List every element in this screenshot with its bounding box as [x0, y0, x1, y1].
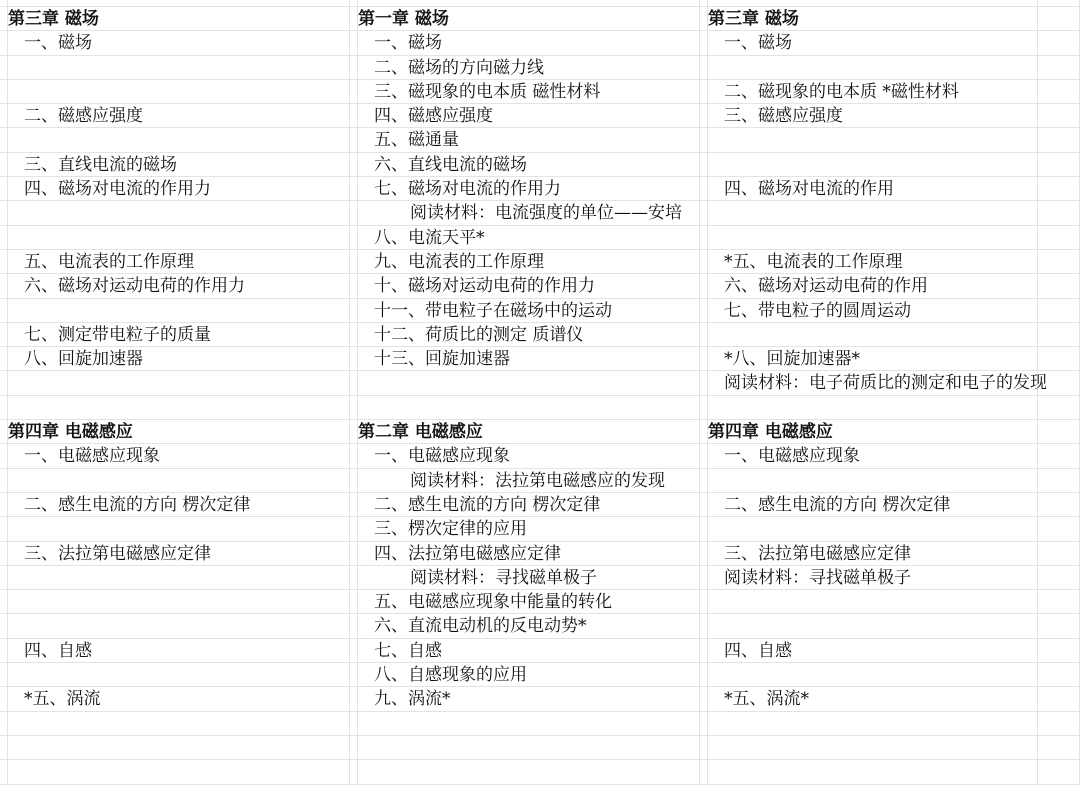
spacer-cell[interactable] — [700, 760, 708, 784]
sheet-cell[interactable] — [8, 444, 350, 468]
section-item: *八、回旋加速器* — [724, 349, 860, 370]
spacer-cell[interactable] — [350, 104, 358, 128]
chapter-title: 第三章 磁场 — [8, 9, 99, 29]
sheet-cell[interactable] — [358, 299, 700, 323]
sheet-cell[interactable] — [8, 201, 350, 225]
spacer-cell[interactable] — [350, 614, 358, 638]
spacer-cell[interactable] — [1038, 566, 1080, 590]
header-strip-cell — [0, 0, 8, 7]
spacer-cell[interactable] — [350, 760, 358, 784]
sheet-cell[interactable] — [358, 542, 700, 566]
spacer-cell[interactable] — [1038, 542, 1080, 566]
section-item: 十一、带电粒子在磁场中的运动 — [374, 300, 612, 321]
sheet-cell[interactable] — [708, 736, 1038, 760]
spacer-cell[interactable] — [1038, 712, 1080, 736]
sheet-cell[interactable] — [358, 250, 700, 274]
sheet-cell[interactable] — [8, 493, 350, 517]
spacer-cell[interactable] — [1038, 80, 1080, 104]
sheet-cell[interactable] — [358, 736, 700, 760]
section-item: 四、法拉第电磁感应定律 — [374, 543, 561, 564]
section-item: 一、磁场 — [374, 33, 442, 54]
spacer-cell[interactable] — [1038, 687, 1080, 711]
sheet-cell[interactable] — [358, 420, 700, 444]
sheet-cell[interactable] — [358, 323, 700, 347]
section-item: 十、磁场对运动电荷的作用力 — [374, 276, 595, 297]
spacer-cell[interactable] — [350, 56, 358, 80]
sheet-cell[interactable] — [8, 371, 350, 395]
spacer-cell[interactable] — [1038, 420, 1080, 444]
sheet-cell[interactable] — [708, 687, 1038, 711]
spacer-cell[interactable] — [700, 444, 708, 468]
spacer-cell[interactable] — [0, 104, 8, 128]
spacer-cell[interactable] — [350, 31, 358, 55]
spacer-cell[interactable] — [0, 517, 8, 541]
spacer-cell[interactable] — [1038, 590, 1080, 614]
spacer-cell[interactable] — [700, 542, 708, 566]
spacer-cell[interactable] — [0, 420, 8, 444]
section-item: 阅读材料：法拉第电磁感应的发现 — [410, 470, 665, 491]
spacer-cell[interactable] — [700, 323, 708, 347]
spacer-cell[interactable] — [0, 7, 8, 31]
spacer-cell[interactable] — [350, 153, 358, 177]
spacer-cell[interactable] — [700, 687, 708, 711]
sheet-cell[interactable] — [358, 153, 700, 177]
section-item: 四、磁场对电流的作用 — [724, 179, 894, 200]
section-item: 六、直线电流的磁场 — [374, 154, 527, 175]
spacer-cell[interactable] — [350, 371, 358, 395]
spacer-cell[interactable] — [350, 274, 358, 298]
spacer-cell[interactable] — [350, 177, 358, 201]
section-item: 三、法拉第电磁感应定律 — [724, 543, 911, 564]
spacer-cell[interactable] — [700, 663, 708, 687]
header-strip-cell — [700, 0, 708, 7]
sheet-cell[interactable] — [708, 517, 1038, 541]
sheet-cell[interactable] — [358, 56, 700, 80]
spacer-cell[interactable] — [1038, 104, 1080, 128]
section-item: 二、磁现象的电本质 *磁性材料 — [724, 81, 959, 102]
section-item: 四、磁感应强度 — [374, 106, 493, 127]
spacer-cell[interactable] — [0, 80, 8, 104]
section-item: 二、磁场的方向磁力线 — [374, 57, 544, 78]
sheet-cell[interactable] — [708, 250, 1038, 274]
spacer-cell[interactable] — [350, 493, 358, 517]
sheet-cell[interactable] — [358, 80, 700, 104]
section-item: 八、自感现象的应用 — [374, 665, 527, 686]
sheet-cell[interactable] — [358, 104, 700, 128]
section-item: *五、电流表的工作原理 — [724, 251, 903, 272]
section-item: 五、电磁感应现象中能量的转化 — [374, 592, 612, 613]
spacer-cell[interactable] — [700, 639, 708, 663]
spacer-cell[interactable] — [700, 250, 708, 274]
sheet-cell[interactable] — [8, 177, 350, 201]
sheet-cell[interactable] — [8, 396, 350, 420]
sheet-cell[interactable] — [358, 760, 700, 784]
spacer-cell[interactable] — [1038, 396, 1080, 420]
sheet-cell[interactable] — [708, 639, 1038, 663]
section-item: 四、自感 — [24, 640, 92, 661]
section-item: 一、电磁感应现象 — [24, 446, 160, 467]
section-item: 八、电流天平* — [374, 227, 485, 248]
spacer-cell[interactable] — [700, 201, 708, 225]
spacer-cell[interactable] — [1038, 153, 1080, 177]
sheet-cell[interactable] — [708, 712, 1038, 736]
section-item: 四、自感 — [724, 640, 792, 661]
chapter-title: 第三章 磁场 — [708, 9, 799, 29]
spacer-cell[interactable] — [1038, 663, 1080, 687]
section-item: 九、涡流* — [374, 689, 451, 710]
sheet-cell[interactable] — [8, 663, 350, 687]
spacer-cell[interactable] — [0, 226, 8, 250]
section-item: 五、磁通量 — [374, 130, 459, 151]
sheet-cell[interactable] — [358, 566, 700, 590]
sheet-cell[interactable] — [708, 614, 1038, 638]
sheet-cell[interactable] — [708, 469, 1038, 493]
spacer-cell[interactable] — [700, 226, 708, 250]
spacer-cell[interactable] — [700, 347, 708, 371]
spacer-cell[interactable] — [350, 420, 358, 444]
sheet-cell[interactable] — [358, 371, 700, 395]
sheet-cell[interactable] — [358, 590, 700, 614]
spacer-cell[interactable] — [350, 469, 358, 493]
spacer-cell[interactable] — [0, 56, 8, 80]
spacer-cell[interactable] — [350, 687, 358, 711]
spacer-cell[interactable] — [0, 299, 8, 323]
section-item: 三、磁感应强度 — [724, 106, 843, 127]
spacer-cell[interactable] — [0, 469, 8, 493]
spacer-cell[interactable] — [700, 56, 708, 80]
header-strip-cell — [350, 0, 358, 7]
sheet-cell[interactable] — [8, 517, 350, 541]
spacer-cell[interactable] — [350, 590, 358, 614]
section-item: 阅读材料：寻找磁单极子 — [724, 567, 911, 588]
sheet-cell[interactable] — [358, 274, 700, 298]
spacer-cell[interactable] — [0, 444, 8, 468]
sheet-cell[interactable] — [8, 736, 350, 760]
spacer-cell[interactable] — [700, 493, 708, 517]
spacer-cell[interactable] — [700, 712, 708, 736]
spacer-cell[interactable] — [700, 396, 708, 420]
section-item: 六、磁场对运动电荷的作用 — [724, 276, 928, 297]
spacer-cell[interactable] — [0, 274, 8, 298]
spacer-cell[interactable] — [0, 542, 8, 566]
spacer-cell[interactable] — [700, 7, 708, 31]
section-item: 一、电磁感应现象 — [374, 446, 510, 467]
spacer-cell[interactable] — [350, 80, 358, 104]
spacer-cell[interactable] — [1038, 493, 1080, 517]
section-item: 阅读材料：电流强度的单位——安培 — [410, 203, 682, 224]
spacer-cell[interactable] — [0, 250, 8, 274]
spacer-cell[interactable] — [1038, 226, 1080, 250]
sheet-cell[interactable] — [358, 128, 700, 152]
spacer-cell[interactable] — [0, 493, 8, 517]
sheet-cell[interactable] — [708, 153, 1038, 177]
spacer-cell[interactable] — [0, 347, 8, 371]
spacer-cell[interactable] — [0, 760, 8, 784]
spacer-cell[interactable] — [1038, 444, 1080, 468]
chapter-title: 第二章 电磁感应 — [358, 422, 483, 443]
sheet-cell[interactable] — [358, 177, 700, 201]
spacer-cell[interactable] — [1038, 517, 1080, 541]
spacer-cell[interactable] — [0, 566, 8, 590]
sheet-cell[interactable] — [708, 226, 1038, 250]
spacer-cell[interactable] — [0, 639, 8, 663]
sheet-cell[interactable] — [8, 299, 350, 323]
spacer-cell[interactable] — [350, 712, 358, 736]
spacer-cell[interactable] — [350, 736, 358, 760]
spacer-cell[interactable] — [1038, 31, 1080, 55]
sheet-cell[interactable] — [708, 128, 1038, 152]
spacer-cell[interactable] — [0, 177, 8, 201]
spacer-cell[interactable] — [700, 31, 708, 55]
sheet-cell[interactable] — [358, 469, 700, 493]
sheet-cell[interactable] — [708, 542, 1038, 566]
spacer-cell[interactable] — [700, 274, 708, 298]
sheet-cell[interactable] — [8, 153, 350, 177]
spacer-cell[interactable] — [0, 396, 8, 420]
sheet-cell[interactable] — [358, 614, 700, 638]
spacer-cell[interactable] — [350, 201, 358, 225]
section-item: 三、楞次定律的应用 — [374, 519, 527, 540]
sheet-cell[interactable] — [358, 639, 700, 663]
sheet-cell[interactable] — [708, 760, 1038, 784]
spacer-cell[interactable] — [350, 566, 358, 590]
spacer-cell[interactable] — [700, 590, 708, 614]
sheet-cell[interactable] — [358, 444, 700, 468]
sheet-cell[interactable] — [8, 347, 350, 371]
sheet-cell[interactable] — [358, 7, 700, 31]
section-item: *五、涡流* — [724, 689, 809, 710]
spacer-cell[interactable] — [350, 323, 358, 347]
sheet-cell[interactable] — [708, 201, 1038, 225]
sheet-cell[interactable] — [708, 566, 1038, 590]
spacer-cell[interactable] — [350, 7, 358, 31]
sheet-cell[interactable] — [708, 420, 1038, 444]
spacer-cell[interactable] — [1038, 614, 1080, 638]
spacer-cell[interactable] — [0, 371, 8, 395]
spacer-cell[interactable] — [700, 420, 708, 444]
section-item: 二、磁感应强度 — [24, 106, 143, 127]
sheet-cell[interactable] — [8, 31, 350, 55]
sheet-cell[interactable] — [8, 687, 350, 711]
section-item: 五、电流表的工作原理 — [24, 251, 194, 272]
section-item: 一、磁场 — [24, 33, 92, 54]
spacer-cell[interactable] — [1038, 299, 1080, 323]
spacer-cell[interactable] — [700, 614, 708, 638]
sheet-cell[interactable] — [358, 712, 700, 736]
section-item: 三、磁现象的电本质 磁性材料 — [374, 81, 601, 102]
spacer-cell[interactable] — [1038, 347, 1080, 371]
sheet-cell[interactable] — [708, 80, 1038, 104]
section-item: 六、直流电动机的反电动势* — [374, 616, 587, 637]
sheet-cell[interactable] — [8, 639, 350, 663]
spacer-cell[interactable] — [0, 128, 8, 152]
spacer-cell[interactable] — [350, 542, 358, 566]
header-strip-cell — [708, 0, 1038, 7]
spacer-cell[interactable] — [700, 371, 708, 395]
sheet-cell[interactable] — [8, 274, 350, 298]
sheet-cell[interactable] — [358, 347, 700, 371]
chapter-title: 第四章 电磁感应 — [708, 422, 833, 443]
section-item: 七、自感 — [374, 640, 442, 661]
spacer-cell[interactable] — [350, 639, 358, 663]
spacer-cell[interactable] — [1038, 639, 1080, 663]
spacer-cell[interactable] — [1038, 323, 1080, 347]
spacer-cell[interactable] — [0, 590, 8, 614]
section-item: 七、测定带电粒子的质量 — [24, 324, 211, 345]
sheet-cell[interactable] — [708, 104, 1038, 128]
section-item: 二、感生电流的方向 楞次定律 — [24, 494, 251, 515]
sheet-cell[interactable] — [358, 201, 700, 225]
sheet-cell[interactable] — [708, 590, 1038, 614]
section-item: 八、回旋加速器 — [24, 349, 143, 370]
section-item: 十二、荷质比的测定 质谱仪 — [374, 324, 584, 345]
sheet-cell[interactable] — [8, 80, 350, 104]
spacer-cell[interactable] — [0, 687, 8, 711]
sheet-cell[interactable] — [358, 687, 700, 711]
sheet-cell[interactable] — [358, 31, 700, 55]
header-strip-cell — [1038, 0, 1080, 7]
chapter-title: 第四章 电磁感应 — [8, 422, 133, 443]
sheet-cell[interactable] — [8, 56, 350, 80]
sheet-cell[interactable] — [8, 420, 350, 444]
spacer-cell[interactable] — [700, 128, 708, 152]
sheet-cell[interactable] — [708, 323, 1038, 347]
spacer-cell[interactable] — [350, 396, 358, 420]
sheet-cell[interactable] — [708, 274, 1038, 298]
section-item: 四、磁场对电流的作用力 — [24, 179, 211, 200]
section-item: 七、磁场对电流的作用力 — [374, 179, 561, 200]
section-item: 二、感生电流的方向 楞次定律 — [374, 494, 601, 515]
spacer-cell[interactable] — [350, 663, 358, 687]
spacer-cell[interactable] — [350, 226, 358, 250]
section-item: 七、带电粒子的圆周运动 — [724, 300, 911, 321]
sheet-cell[interactable] — [8, 323, 350, 347]
sheet-cell[interactable] — [358, 396, 700, 420]
spacer-cell[interactable] — [1038, 177, 1080, 201]
spacer-cell[interactable] — [350, 444, 358, 468]
spacer-cell[interactable] — [0, 736, 8, 760]
section-item: 三、直线电流的磁场 — [24, 154, 177, 175]
section-item: *五、涡流 — [24, 689, 101, 710]
section-item: 二、感生电流的方向 楞次定律 — [724, 494, 951, 515]
sheet-cell[interactable] — [8, 226, 350, 250]
sheet-cell[interactable] — [708, 299, 1038, 323]
spacer-cell[interactable] — [350, 128, 358, 152]
spacer-cell[interactable] — [700, 736, 708, 760]
chapter-title: 第一章 磁场 — [358, 9, 449, 29]
spacer-cell[interactable] — [0, 614, 8, 638]
sheet-cell[interactable] — [358, 226, 700, 250]
spacer-cell[interactable] — [0, 201, 8, 225]
sheet-cell[interactable] — [708, 347, 1038, 371]
sheet-cell[interactable] — [708, 444, 1038, 468]
sheet-cell[interactable] — [708, 371, 1047, 395]
spacer-cell[interactable] — [1038, 7, 1080, 31]
spacer-cell[interactable] — [700, 299, 708, 323]
sheet-cell[interactable] — [8, 7, 350, 31]
sheet-cell[interactable] — [358, 517, 700, 541]
section-item: 阅读材料：寻找磁单极子 — [410, 567, 597, 588]
spacer-cell[interactable] — [1038, 469, 1080, 493]
section-item: 三、法拉第电磁感应定律 — [24, 543, 211, 564]
spacer-cell[interactable] — [700, 104, 708, 128]
spacer-cell[interactable] — [350, 347, 358, 371]
section-item: 十三、回旋加速器 — [374, 349, 510, 370]
spacer-cell[interactable] — [1038, 250, 1080, 274]
section-item: 六、磁场对运动电荷的作用力 — [24, 276, 245, 297]
spacer-cell[interactable] — [1038, 274, 1080, 298]
sheet-cell[interactable] — [358, 493, 700, 517]
header-strip-cell — [358, 0, 700, 7]
sheet-cell[interactable] — [8, 614, 350, 638]
spacer-cell[interactable] — [350, 299, 358, 323]
sheet-cell[interactable] — [8, 104, 350, 128]
spacer-cell[interactable] — [700, 517, 708, 541]
sheet-cell[interactable] — [8, 128, 350, 152]
spacer-cell[interactable] — [0, 153, 8, 177]
sheet-cell[interactable] — [8, 250, 350, 274]
spacer-cell[interactable] — [1038, 760, 1080, 784]
sheet-cell[interactable] — [708, 31, 1038, 55]
sheet-cell[interactable] — [708, 663, 1038, 687]
spacer-cell[interactable] — [0, 31, 8, 55]
spacer-cell[interactable] — [350, 517, 358, 541]
sheet-cell[interactable] — [8, 760, 350, 784]
header-strip-cell — [8, 0, 350, 7]
sheet-cell[interactable] — [708, 396, 1038, 420]
section-item: 九、电流表的工作原理 — [374, 251, 544, 272]
spacer-cell[interactable] — [1038, 56, 1080, 80]
sheet-cell[interactable] — [708, 7, 1038, 31]
sheet-cell[interactable] — [708, 177, 1038, 201]
spacer-cell[interactable] — [1038, 201, 1080, 225]
sheet-cell[interactable] — [708, 493, 1038, 517]
section-item: 阅读材料：电子荷质比的测定和电子的发现 — [724, 373, 1047, 394]
spacer-cell[interactable] — [700, 177, 708, 201]
sheet-cell[interactable] — [8, 566, 350, 590]
sheet-cell[interactable] — [8, 590, 350, 614]
spacer-cell[interactable] — [0, 712, 8, 736]
spacer-cell[interactable] — [0, 663, 8, 687]
section-item: 一、磁场 — [724, 33, 792, 54]
spacer-cell[interactable] — [1038, 736, 1080, 760]
spacer-cell[interactable] — [0, 323, 8, 347]
sheet-cell[interactable] — [358, 663, 700, 687]
section-item: 一、电磁感应现象 — [724, 446, 860, 467]
spacer-cell[interactable] — [700, 566, 708, 590]
sheet-cell[interactable] — [8, 712, 350, 736]
spacer-cell[interactable] — [1038, 128, 1080, 152]
spacer-cell[interactable] — [700, 153, 708, 177]
spacer-cell[interactable] — [350, 250, 358, 274]
sheet-cell[interactable] — [8, 469, 350, 493]
sheet-cell[interactable] — [8, 542, 350, 566]
spacer-cell[interactable] — [700, 469, 708, 493]
sheet-cell[interactable] — [708, 56, 1038, 80]
spacer-cell[interactable] — [700, 80, 708, 104]
